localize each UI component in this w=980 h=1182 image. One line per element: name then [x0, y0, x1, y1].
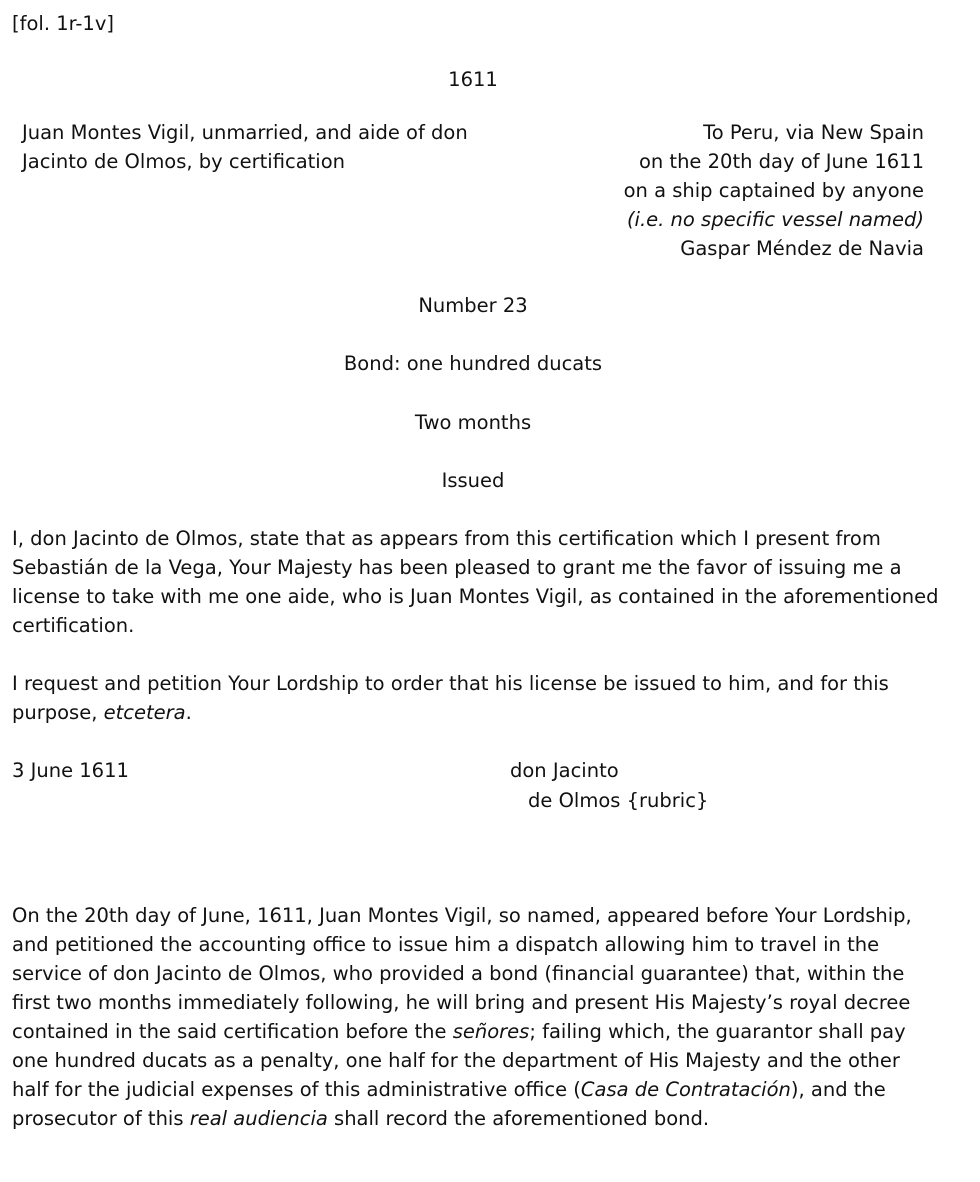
right-header-line: on a ship captained by anyone: [623, 179, 924, 202]
bond-amount: Bond: one hundred ducats: [343, 352, 603, 375]
signature-date: 3 June 1611: [12, 759, 129, 782]
right-header: [624, 118, 924, 263]
signature-name-line2: de Olmos {rubric}: [528, 789, 709, 812]
petition-paragraph: [12, 524, 942, 640]
left-header-line: Juan Montes Vigil, unmarried, and aide of don: [22, 121, 468, 144]
left-header: [22, 118, 468, 176]
decree-paragraph: [12, 901, 942, 1133]
petition-text: I, don Jacinto de Olmos, state that as appears from this certification which I present from Sebastián de la Vega, Your Majesty has been pleased to grant me the favor of issuing me a license to take with me one aide, who is Juan Montes Vigil, as contained in the aforementioned certification.: [12, 527, 939, 637]
document-year: 1611: [448, 68, 498, 91]
decree-text: On the 20th day of June, 1611, Juan Montes Vigil, so named, appeared before Your Lordship, and petitioned the accounting office to issue him a dispatch allowing him to travel in the service of don Jacinto de Olmos, who provided a bond (financial guarantee) that, within the first two months immediately following, he will bring and present His Majesty’s royal decree contained in the said certification before the señores; failing which, the guarantor shall pay one hundred ducats as a penalty, one half for the department of His Majesty and the other half for the judicial expenses of this administrative office (Casa de Contratación), and the prosecutor of this real audiencia shall record the aforementioned bond.: [12, 904, 912, 1130]
request-text: I request and petition Your Lordship to order that his license be issued to him, and for this purpose, etcetera.: [12, 672, 889, 724]
right-header-line: Gaspar Méndez de Navia: [680, 237, 924, 260]
left-header-line: Jacinto de Olmos, by certification: [22, 150, 346, 173]
right-header-line: on the 20th day of June 1611: [638, 150, 924, 173]
folio-reference: [fol. 1r-1v]: [12, 12, 114, 35]
right-header-line: To Peru, via New Spain: [703, 121, 924, 144]
record-number: Number 23: [418, 294, 528, 317]
term-length: Two months: [414, 411, 532, 434]
signature-name-line1: don Jacinto: [510, 759, 619, 782]
request-paragraph: [12, 669, 942, 727]
status-label: Issued: [441, 469, 505, 492]
right-header-note: (i.e. no specific vessel named): [626, 208, 924, 231]
